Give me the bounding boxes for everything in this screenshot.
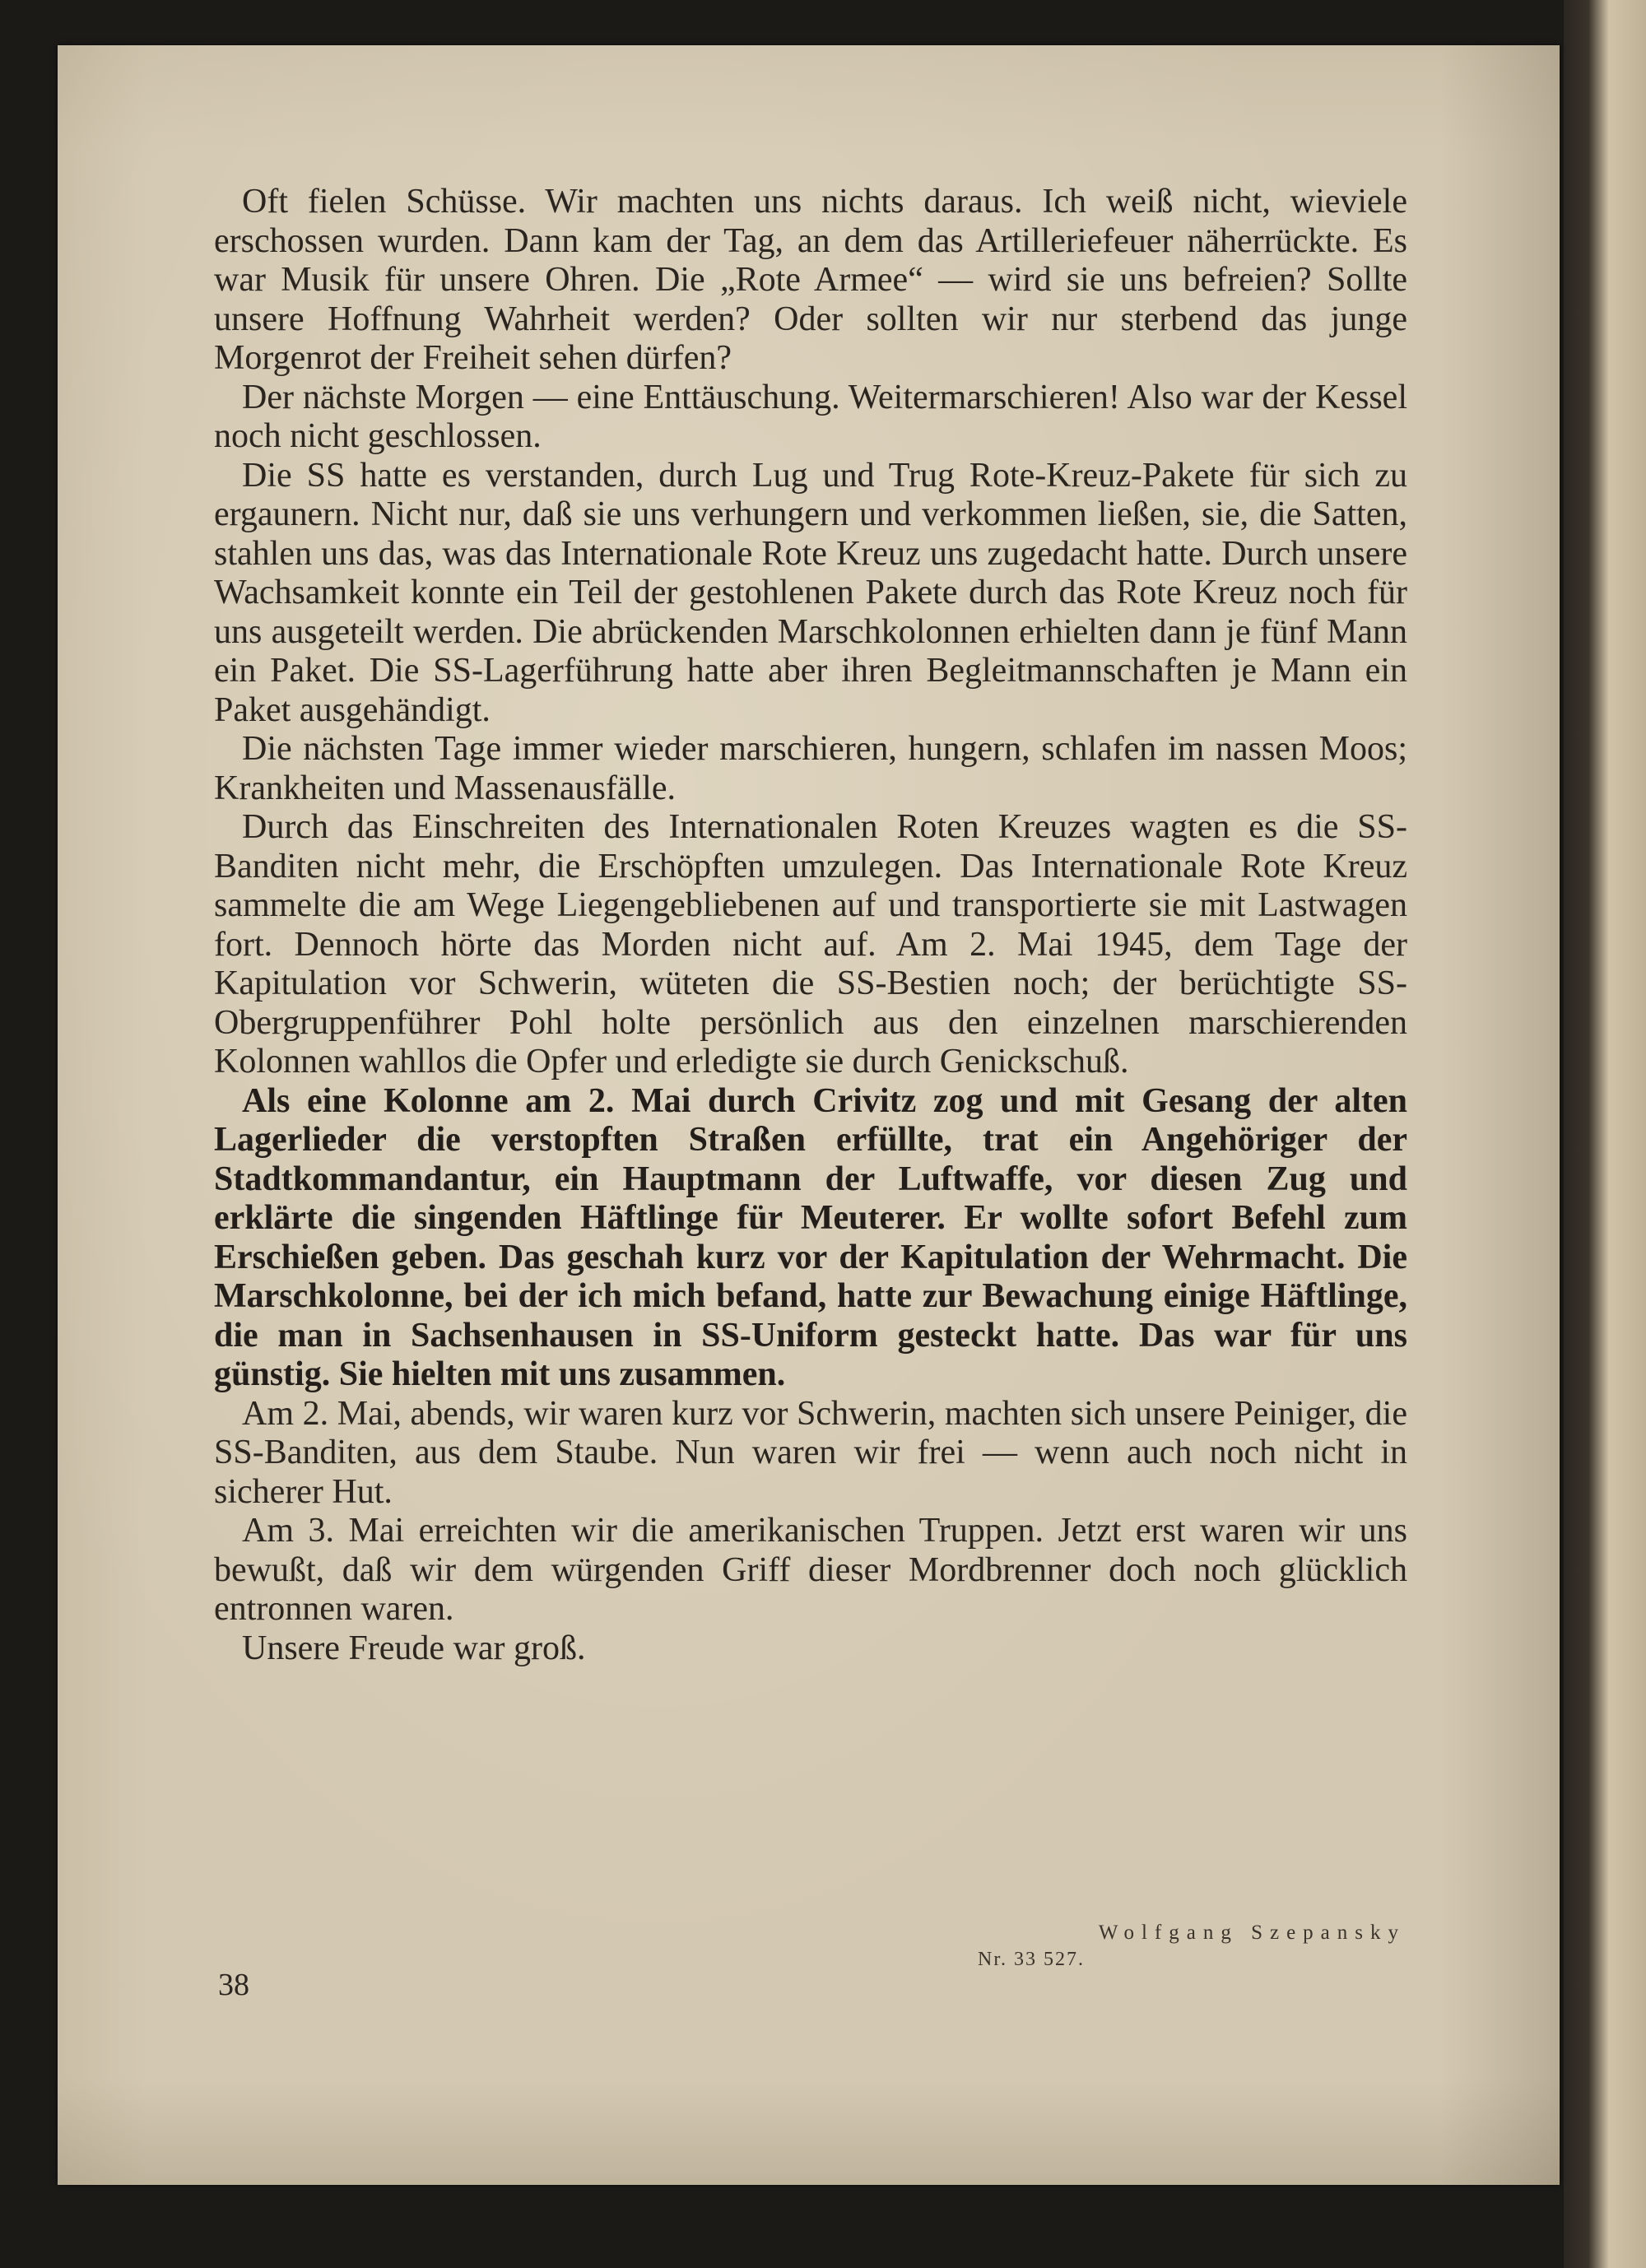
book-spine xyxy=(1564,0,1646,2268)
paragraph: Am 3. Mai erreichten wir die amerikanischen Truppen. Jetzt erst waren wir uns bewußt, daß wir dem würgenden Griff dieser Mordbrenner doch noch glücklich entronnen waren. xyxy=(214,1512,1407,1628)
paragraph: Die SS hatte es verstanden, durch Lug und Trug Rote-Kreuz-Pakete für sich zu ergaunern. Nicht nur, daß sie uns verhungern und verkommen ließen, sie, die Satten, stahlen uns das, was das Internationale Rote Kreuz uns zugedacht hatte. Durch unsere Wachsamkeit konnte ein Teil der gestohlenen Pakete durch das Rote Kreuz noch für uns ausgeteilt werden. Die abrückenden Marschkolonnen erhielten dann je fünf Mann ein Paket. Die SS-Lagerführung hatte aber ihren Begleitmannschaften je Mann ein Paket ausgehändigt. xyxy=(214,456,1407,729)
paragraph: Oft fielen Schüsse. Wir machten uns nichts daraus. Ich weiß nicht, wieviele erschossen wurden. Dann kam der Tag, an dem das Artilleriefeuer näherrückte. Es war Musik für unsere Ohren. Die „Rote Armee“ — wird sie uns befreien? Sollte unsere Hoffnung Wahrheit werden? Oder sollten wir nur sterbend das junge Morgenrot der Freiheit sehen dürfen? xyxy=(214,183,1407,377)
paragraph: Unsere Freude war groß. xyxy=(242,1629,586,1667)
paragraph: Als eine Kolonne am 2. Mai durch Crivitz zog und mit Gesang der alten Lagerlieder die verstopften Straßen erfüllte, trat ein Angehöriger der Stadtkommandantur, ein Hauptmann der Luftwaffe, vor diesen Zug und erklärte die singenden Häftlinge für Meuterer. Er wollte sofort Befehl zum Erschießen geben. Das geschah kurz vor der Kapitulation der Wehrmacht. Die Marschkolonne, bei der ich mich befand, hatte zur Bewachung einige Häftlinge, die man in Sachsenhausen in SS-Uniform gesteckt hatte. Das war für uns günstig. Sie hielten mit uns zusammen. xyxy=(214,1081,1407,1393)
author-signature: Wolfgang Szepansky xyxy=(1098,1922,1406,1944)
prisoner-number: Nr. 33 527. xyxy=(978,1949,1085,1970)
page-number: 38 xyxy=(218,1968,249,2002)
paragraph: Am 2. Mai, abends, wir waren kurz vor Schwerin, machten sich unsere Peiniger, die SS-Banditen, aus dem Staube. Nun waren wir frei — wenn auch noch nicht in sicherer Hut. xyxy=(214,1394,1407,1511)
paragraph: Der nächste Morgen — eine Enttäuschung. Weitermarschieren! Also war der Kessel noch nicht geschlossen. xyxy=(214,378,1407,455)
body-text xyxy=(214,183,1407,1668)
paragraph: Durch das Einschreiten des Internationalen Roten Kreuzes wagten es die SS-Banditen nicht mehr, die Erschöpften umzulegen. Das Internationale Rote Kreuz sammelte die am Wege Liegengebliebenen auf und transportierte sie mit Lastwagen fort. Dennoch hörte das Morden nicht auf. Am 2. Mai 1945, dem Tage der Kapitulation vor Schwerin, wüteten die SS-Bestien noch; der berüchtigte SS-Obergruppenführer Pohl holte persönlich aus den einzelnen marschierenden Kolonnen wahllos die Opfer und erledigte sie durch Genickschuß. xyxy=(214,808,1407,1081)
paragraph: Die nächsten Tage immer wieder marschieren, hungern, schlafen im nassen Moos; Krankheiten und Massenausfälle. xyxy=(214,730,1407,807)
